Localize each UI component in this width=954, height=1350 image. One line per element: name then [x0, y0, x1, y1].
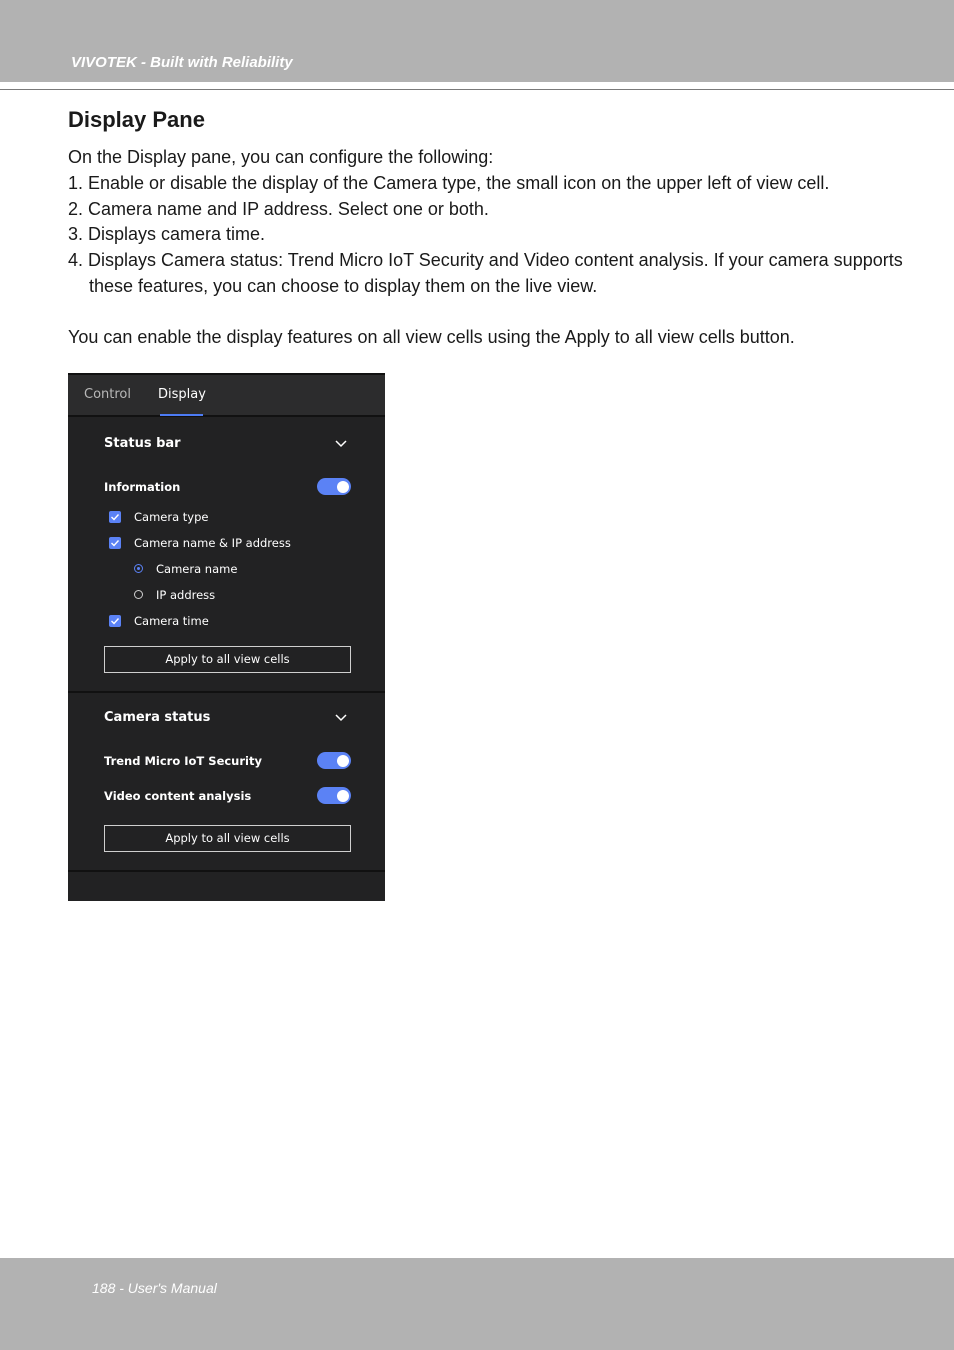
section-divider — [68, 870, 385, 872]
header-rule — [0, 89, 954, 90]
ip-address-radio[interactable] — [134, 590, 143, 599]
trend-micro-label: Trend Micro IoT Security — [104, 754, 262, 768]
check-icon — [109, 537, 121, 549]
header-band — [0, 0, 954, 82]
list-item-1: 1. Enable or disable the display of the Camera type, the small icon on the upper left of view cell. — [68, 173, 830, 193]
display-pane-panel — [68, 373, 385, 901]
camera-name-radio[interactable] — [134, 564, 143, 573]
camera-type-checkbox[interactable] — [109, 511, 121, 523]
camera-type-label: Camera type — [134, 510, 209, 524]
list-item-3: 3. Displays camera time. — [68, 224, 266, 244]
list-item-2: 2. Camera name and IP address. Select one or both. — [68, 199, 489, 219]
toggle-knob — [337, 755, 349, 767]
vca-toggle[interactable] — [317, 787, 351, 804]
camera-name-ip-checkbox[interactable] — [109, 537, 121, 549]
footer-band — [0, 1258, 954, 1350]
trend-micro-toggle[interactable] — [317, 752, 351, 769]
check-icon — [109, 615, 121, 627]
camera-time-checkbox[interactable] — [109, 615, 121, 627]
vca-label: Video content analysis — [104, 789, 252, 803]
intro-text: On the Display pane, you can configure the following: — [68, 147, 494, 167]
apply-camera-status-button[interactable]: Apply to all view cells — [104, 825, 351, 852]
information-label: Information — [104, 480, 181, 494]
status-bar-title[interactable]: Status bar — [104, 436, 181, 451]
page-number-label: 188 - User's Manual — [92, 1280, 217, 1296]
camera-status-title[interactable]: Camera status — [104, 710, 211, 725]
check-icon — [109, 511, 121, 523]
section-divider — [68, 691, 385, 693]
tab-control[interactable]: Control — [84, 387, 131, 402]
ip-address-label: IP address — [156, 588, 216, 602]
apply-status-bar-button[interactable]: Apply to all view cells — [104, 646, 351, 673]
information-toggle[interactable] — [317, 478, 351, 495]
list-item-4: 4. Displays Camera status: Trend Micro IoT Security and Video content analysis. If your camera supports these features, you can choose to display them on the live view. — [68, 250, 903, 296]
chevron-down-icon[interactable] — [334, 439, 348, 449]
chevron-down-icon[interactable] — [334, 713, 348, 723]
note-text: You can enable the display features on all view cells using the Apply to all view cells button. — [68, 327, 795, 347]
tab-display[interactable]: Display — [158, 387, 206, 402]
active-tab-indicator — [160, 414, 203, 416]
camera-name-label: Camera name — [156, 562, 238, 576]
brand-text: VIVOTEK - Built with Reliability — [71, 54, 293, 71]
camera-time-label: Camera time — [134, 614, 209, 628]
toggle-knob — [337, 790, 349, 802]
camera-name-ip-label: Camera name & IP address — [134, 536, 291, 550]
toggle-knob — [337, 481, 349, 493]
section-heading: Display Pane — [68, 107, 205, 132]
